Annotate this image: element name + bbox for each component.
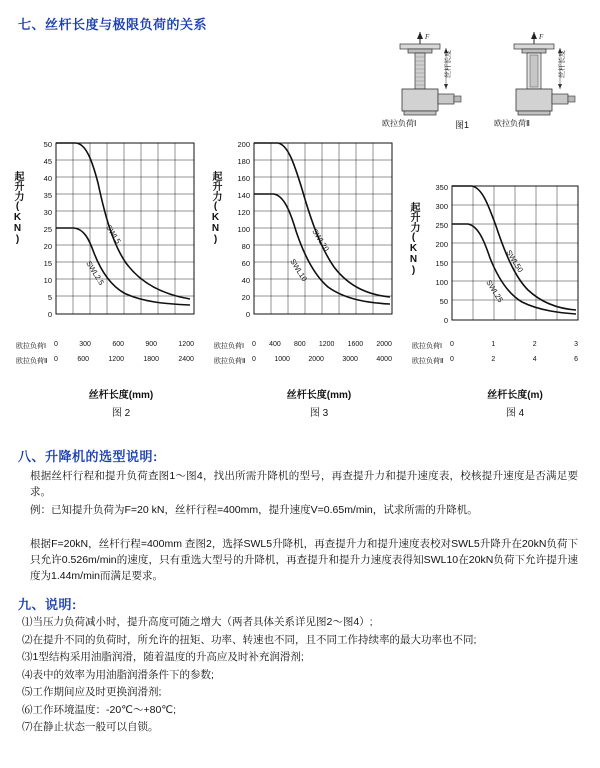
- tick: 1200: [318, 341, 335, 348]
- tick: 0: [54, 341, 58, 348]
- tick: 1200: [108, 356, 124, 363]
- chart4-euler-row1-label: 欧拉负荷Ⅰ: [412, 343, 443, 350]
- diagram-caption-right: 欧拉负荷Ⅱ: [494, 119, 530, 128]
- svg-text:100: 100: [237, 225, 250, 234]
- screw-length-label-2: 丝杆长度: [559, 50, 566, 78]
- svg-text:350: 350: [435, 183, 448, 192]
- tick: 2000: [376, 341, 392, 348]
- tick: 1: [491, 341, 496, 348]
- tick: 4000: [376, 356, 392, 363]
- note-item: ⑺在静止状态一般可以自锁。: [22, 721, 159, 733]
- svg-text:F: F: [539, 33, 544, 41]
- tick: 1600: [347, 341, 364, 348]
- section-9-title: 九、说明:: [18, 597, 77, 612]
- tick: 0: [54, 356, 58, 363]
- selection-paragraph-1: 根据丝杆行程和提升负荷查图1～图4，找出所需升降机的型号，再查提升力和提升速度表，校核提升速度是否满足要求。: [30, 470, 578, 498]
- chart2-figure-number: 图 2: [111, 408, 131, 419]
- svg-text:40: 40: [241, 276, 250, 285]
- tick: 300: [79, 341, 91, 348]
- tick: 6: [574, 356, 578, 363]
- tick: 2: [532, 341, 537, 348]
- svg-text:35: 35: [43, 191, 52, 200]
- svg-text:SWL25: SWL25: [484, 278, 505, 304]
- svg-text:20: 20: [43, 242, 52, 251]
- svg-text:300: 300: [435, 202, 448, 211]
- svg-text:0: 0: [47, 310, 52, 319]
- svg-text:15: 15: [43, 259, 52, 268]
- selection-paragraph-3: 根据F=20kN，丝杆行程=400mm 查图2，选择SWL5升降机，再查提升力和提升速度表校对SWL5升降升在20kN负荷下只允许0.526m/min的速度，只有重选大型号的升降机，再查提升和提升力速度表得知SWL10在20kN负荷下允许提升速度为1.44m/min而满足要求。: [30, 538, 578, 582]
- tick: 3000: [342, 356, 358, 363]
- svg-text:160: 160: [237, 174, 250, 183]
- chart3-euler-row2-label: 欧拉负荷Ⅱ: [214, 358, 246, 365]
- selection-paragraph-2: 例：已知提升负荷为F=20 kN，丝杆行程=400mm，提升速度V=0.65m/min，试求所需的升降机。: [30, 504, 478, 516]
- chart2-xticks-row1: [54, 341, 194, 348]
- tick: 2000: [308, 356, 324, 363]
- chart2-x-label: 丝杆长度(mm): [88, 390, 154, 401]
- svg-text:200: 200: [237, 140, 250, 149]
- chart3-xticks-row2: [252, 356, 392, 363]
- chart4-euler-row2-label: 欧拉负荷Ⅱ: [412, 358, 444, 365]
- svg-text:SWL50: SWL50: [504, 248, 525, 274]
- svg-text:140: 140: [237, 191, 250, 200]
- svg-text:45: 45: [43, 157, 52, 166]
- tick: 1000: [274, 356, 290, 363]
- tick: 3: [574, 341, 578, 348]
- svg-text:200: 200: [435, 240, 448, 249]
- note-item: ⑹工作环境温度：-20℃～+80℃;: [22, 703, 176, 716]
- note-item: ⑵在提升不同的负荷时，所允许的扭矩、功率、转速也不同，且不同工作持续率的最大功率也不同;: [22, 633, 477, 646]
- svg-text:100: 100: [435, 278, 448, 287]
- tick: 0: [450, 356, 454, 363]
- chart-figure-2: [14, 135, 204, 340]
- chart2-euler-row2-label: 欧拉负荷Ⅱ: [16, 358, 48, 365]
- chart4-xticks-row2: [450, 356, 578, 363]
- svg-text:0: 0: [443, 316, 448, 325]
- note-item: ⑷表中的效率为用油脂润滑条件下的参数;: [22, 668, 214, 681]
- svg-text:30: 30: [43, 208, 52, 217]
- svg-text:25: 25: [43, 225, 52, 234]
- tick: 2: [491, 356, 496, 363]
- svg-text:150: 150: [435, 259, 448, 268]
- tick: 4: [532, 356, 537, 363]
- chart3-x-label: 丝杆长度(mm): [286, 390, 352, 401]
- chart4-y-label: 起升力(KN): [408, 202, 419, 276]
- svg-text:180: 180: [237, 157, 250, 166]
- tick: 400: [269, 341, 281, 348]
- tick: 800: [293, 341, 306, 348]
- tick: 900: [145, 341, 158, 348]
- svg-text:10: 10: [43, 276, 52, 285]
- svg-text:F: F: [425, 33, 430, 41]
- section-8-title: 八、升降机的选型说明:: [18, 449, 158, 464]
- jack-diagram-type-1: [378, 30, 478, 120]
- chart-figure-3: [212, 135, 402, 340]
- chart2-euler-row1-label: 欧拉负荷Ⅰ: [16, 343, 47, 350]
- jack-diagram-type-2: [492, 30, 592, 120]
- tick: 1200: [178, 341, 194, 348]
- svg-text:50: 50: [439, 297, 448, 306]
- svg-text:SWL2.5: SWL2.5: [84, 259, 107, 287]
- svg-text:SWL5: SWL5: [104, 223, 123, 246]
- svg-text:20: 20: [241, 293, 250, 302]
- notes-list: [22, 614, 578, 737]
- svg-text:120: 120: [237, 208, 250, 217]
- note-item: ⑴当压力负荷减小时，提升高度可随之增大（两者具体关系详见图2～图4）;: [22, 616, 373, 628]
- svg-text:SWL20: SWL20: [310, 227, 331, 253]
- svg-text:0: 0: [245, 310, 250, 319]
- tick: 0: [450, 341, 454, 348]
- chart4-x-label: 丝杆长度(m): [487, 390, 543, 401]
- note-item: ⑶1型结构采用油脂润滑，随着温度的升高应及时补充润滑剂;: [22, 651, 304, 663]
- svg-text:5: 5: [47, 293, 52, 302]
- svg-text:50: 50: [43, 140, 52, 149]
- tick: 0: [252, 341, 256, 348]
- svg-text:80: 80: [241, 242, 250, 251]
- svg-text:60: 60: [241, 259, 250, 268]
- chart3-euler-row1-label: 欧拉负荷Ⅰ: [214, 343, 245, 350]
- chart3-y-label: 起升力(KN): [210, 171, 221, 245]
- section-7-title: 七、丝杆长度与极限负荷的关系: [18, 17, 208, 32]
- figure-1-label: 图1: [455, 120, 470, 130]
- chart-figure-4: [410, 178, 590, 338]
- chart2-xticks-row2: [54, 356, 194, 363]
- svg-text:SWL10: SWL10: [288, 257, 309, 283]
- chart3-figure-number: 图 3: [309, 408, 329, 419]
- diagram-caption-left: 欧拉负荷Ⅰ: [382, 119, 417, 128]
- note-item: ⑸工作期间应及时更换润滑剂;: [22, 686, 162, 698]
- chart4-figure-number: 图 4: [505, 408, 525, 419]
- svg-text:250: 250: [435, 221, 448, 230]
- svg-text:40: 40: [43, 174, 52, 183]
- chart2-y-label: 起升力(KN): [12, 171, 23, 245]
- tick: 2400: [178, 356, 194, 363]
- tick: 600: [112, 341, 124, 348]
- screw-length-label-1: 丝杆长度: [445, 50, 452, 78]
- chart3-xticks-row1: [252, 341, 392, 348]
- tick: 600: [77, 356, 89, 363]
- tick: 0: [252, 356, 256, 363]
- chart4-xticks-row1: [450, 341, 578, 348]
- tick: 1800: [143, 356, 159, 363]
